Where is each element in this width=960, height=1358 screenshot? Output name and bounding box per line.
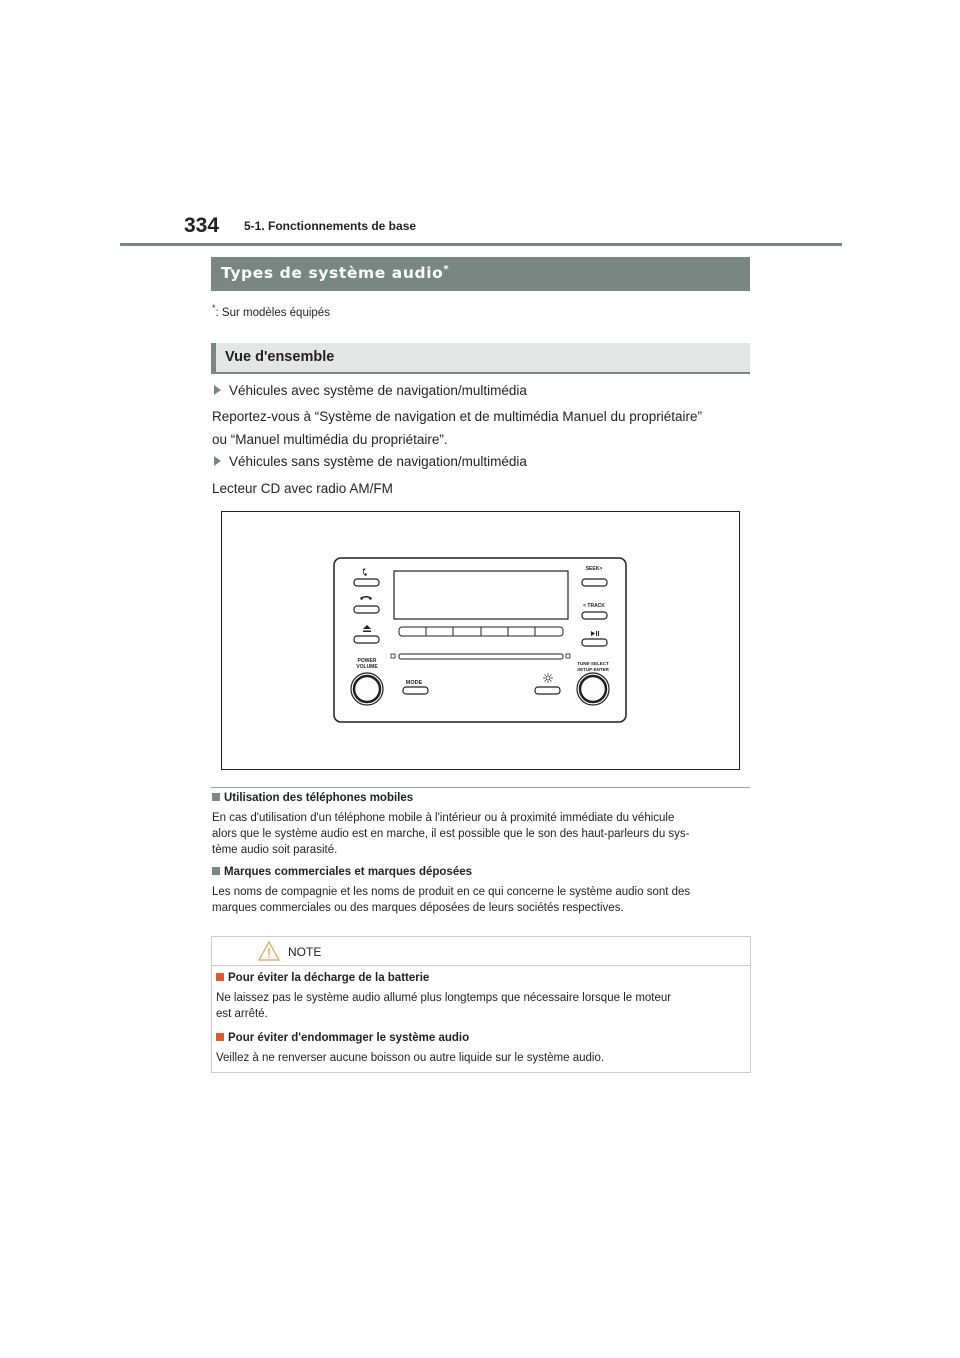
footnote	[212, 303, 330, 319]
figure-frame	[221, 511, 740, 770]
note-paragraph	[216, 990, 671, 1022]
bullet-item	[214, 383, 527, 398]
tune-label-2: SETUP·ENTER	[577, 667, 609, 672]
track-button	[582, 612, 607, 619]
note-divider	[212, 965, 750, 966]
note-paragraph	[216, 1050, 604, 1066]
triangle-bullet-icon	[214, 385, 221, 395]
paragraph-line: En cas d'utilisation d'un téléphone mobile à l'intérieur ou à proximité immédiate du véhicule	[212, 812, 675, 824]
paragraph-line: Ne laissez pas le système audio allumé plus longtemps que nécessaire lorsque le moteur	[216, 992, 672, 1004]
footnote-text: : Sur modèles équipés	[215, 306, 330, 319]
seek-button	[582, 579, 607, 586]
header-divider	[120, 243, 842, 246]
track-label: < TRACK	[583, 603, 605, 609]
paragraph: Lecteur CD avec radio AM/FM	[212, 481, 393, 496]
paragraph-line: Les noms de compagnie et les noms de produit en ce qui concerne le système audio sont des	[212, 886, 691, 898]
subsection-heading-bar	[211, 343, 750, 374]
paragraph	[212, 884, 690, 916]
paragraph-line: est arrêté.	[216, 1008, 268, 1020]
bullet-text: Véhicules avec système de navigation/multimédia	[229, 383, 527, 398]
paragraph-line: ou “Manuel multimédia du propriétaire”.	[212, 432, 448, 447]
subheading	[212, 792, 413, 804]
note-box	[211, 936, 751, 1073]
warning-icon	[257, 940, 281, 962]
power-label-2: VOLUME	[356, 664, 378, 670]
paragraph-line: alors que le système audio est en marche, il est possible que le son des haut-parleurs du sys-	[212, 828, 690, 840]
seek-label: SEEK>	[585, 566, 603, 572]
square-bullet-icon	[216, 1033, 224, 1041]
section-heading-bar	[211, 257, 750, 291]
page-number: 334	[184, 214, 220, 237]
power-label-1: POWER	[357, 658, 377, 664]
figure-divider	[211, 787, 750, 788]
paragraph-line: tème audio soit parasité.	[212, 844, 338, 856]
preset-buttons	[399, 627, 563, 636]
paragraph	[212, 810, 690, 858]
bullet-text: Véhicules sans système de navigation/multimédia	[229, 454, 527, 469]
note-subheading-text: Pour éviter la décharge de la batterie	[228, 972, 430, 984]
power-volume-knob	[351, 673, 383, 705]
subheading-text: Marques commerciales et marques déposées	[224, 866, 473, 878]
subheading-text: Utilisation des téléphones mobiles	[224, 792, 414, 804]
bullet-item	[214, 454, 527, 469]
audio-unit-illustration	[222, 512, 739, 769]
square-bullet-icon	[212, 793, 220, 801]
heading-footnote-mark: *	[443, 264, 450, 275]
tune-select-knob	[577, 673, 609, 705]
square-bullet-icon	[216, 973, 224, 981]
paragraph-line: marques commerciales ou des marques déposées de leurs sociétés respectives.	[212, 902, 624, 914]
paragraph	[212, 405, 702, 451]
mode-label: MODE	[405, 680, 423, 686]
note-subheading	[216, 1032, 469, 1044]
note-subheading	[216, 972, 429, 984]
subheading	[212, 866, 472, 878]
note-subheading-text: Pour éviter d'endommager le système audio	[228, 1032, 470, 1044]
triangle-bullet-icon	[214, 456, 221, 466]
mode-button	[403, 687, 428, 694]
footnote-mark: *	[212, 303, 216, 313]
section-heading-text: Types de système audio	[221, 264, 444, 283]
section-heading	[221, 264, 449, 282]
cd-slot	[399, 654, 563, 659]
tune-label-1: TUNE·SELECT	[577, 661, 609, 666]
square-bullet-icon	[212, 867, 220, 875]
subsection-heading: Vue d'ensemble	[225, 349, 335, 365]
note-label: NOTE	[288, 945, 322, 959]
paragraph-line: Veillez à ne renverser aucune boisson ou autre liquide sur le système audio.	[216, 1052, 605, 1064]
paragraph-line: Reportez-vous à “Système de navigation et de multimédia Manuel du propriétaire”	[212, 409, 703, 424]
section-title: 5-1. Fonctionnements de base	[244, 219, 417, 233]
